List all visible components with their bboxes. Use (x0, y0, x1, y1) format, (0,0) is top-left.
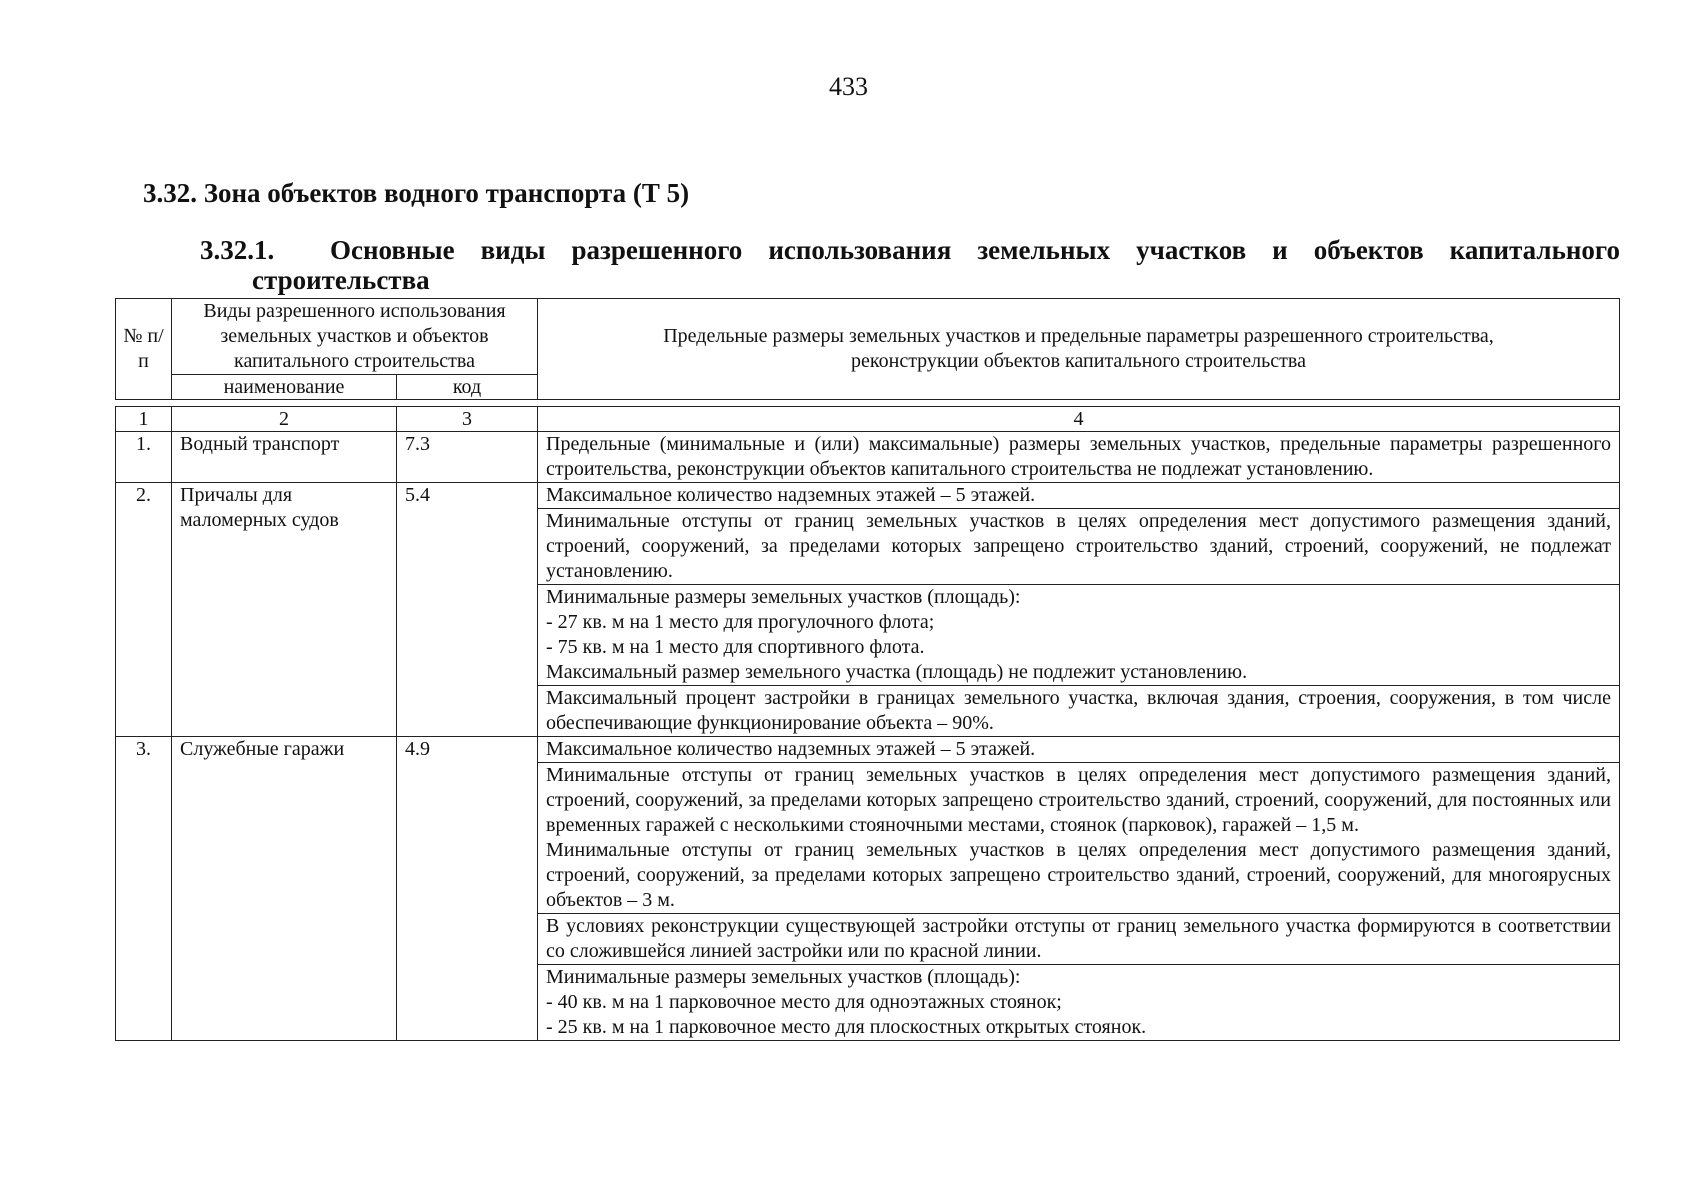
column-numbers-row (116, 407, 1620, 432)
parameter-text: Минимальные размеры земельных участков (площадь): (546, 966, 1021, 988)
header-code: код (397, 375, 538, 400)
row-number: 3. (116, 737, 172, 1041)
column-number: 1 (116, 407, 172, 432)
parameter-text: Минимальные отступы от границ земельных участков в целях определения мест допустимого размещения зданий, строений, сооружений, за пределами которых запрещено строительство зданий, строений, сооружений, для постоянных или временных гаражей с несколькими стояночными местами, стоянок (парковок), гаражей – 1,5 м. (546, 764, 1611, 836)
subsection-title-line1: Основные виды разрешенного использования земельных участков и объектов капитального (330, 235, 1620, 265)
header-num: № п/п (116, 299, 172, 400)
use-type-code: 5.4 (397, 483, 538, 737)
parameter-text: Минимальные отступы от границ земельных участков в целях определения мест допустимого размещения зданий, строений, сооружений, за пределами которых запрещено строительство зданий, строений, сооружений, не подлежат установлению. (546, 510, 1611, 582)
parameter-text: - 25 кв. м на 1 парковочное место для плоскостных открытых стоянок. (546, 1016, 1147, 1038)
row-number: 2. (116, 483, 172, 737)
use-type-code: 4.9 (397, 737, 538, 1041)
parameter-cell (538, 509, 1620, 585)
parameter-cell (538, 914, 1620, 965)
parameter-text: Максимальный размер земельного участка (площадь) не подлежит установлению. (546, 661, 1248, 683)
column-number: 3 (397, 407, 538, 432)
parameter-text: Максимальное количество надземных этажей – 5 этажей. (546, 738, 1036, 760)
parameter-text: Минимальные размеры земельных участков (площадь): (546, 586, 1021, 608)
table-row (116, 432, 1620, 483)
parameter-text: - 75 кв. м на 1 место для спортивного флота. (546, 636, 925, 658)
use-type-name: Водный транспорт (172, 432, 397, 483)
parameter-text: Максимальное количество надземных этажей – 5 этажей. (546, 484, 1036, 506)
regulations-table (115, 406, 1620, 1041)
parameter-text: Минимальные отступы от границ земельных участков в целях определения мест допустимого размещения зданий, строений, сооружений, за пределами которых запрещено строительство зданий, строений, сооружений, для многоярусных объектов – 3 м. (546, 839, 1611, 911)
parameter-text: - 27 кв. м на 1 место для прогулочного флота; (546, 611, 935, 633)
header-limits: Предельные размеры земельных участков и предельные параметры разрешенного строительства, реконструкции объектов капитального строительства (538, 299, 1620, 400)
parameter-cell (538, 965, 1620, 1041)
table-header (115, 298, 1620, 400)
parameter-text: Предельные (минимальные и (или) максимальные) размеры земельных участков, предельные параметры разрешенного строительства, реконструкции объектов капитального строительства не подлежат установлению. (546, 433, 1611, 480)
parameter-cell (538, 763, 1620, 914)
parameter-text: Максимальный процент застройки в границах земельного участка, включая здания, строения, сооружения, в том числе обеспечивающие функционирование объекта – 90%. (546, 687, 1611, 734)
parameter-text: - 40 кв. м на 1 парковочное место для одноэтажных стоянок; (546, 991, 1062, 1013)
parameter-cell (538, 483, 1620, 509)
subsection-title-line2: строительства (252, 265, 430, 295)
parameter-cell (538, 432, 1620, 483)
subsection-number: 3.32.1. (200, 235, 275, 265)
parameter-cell (538, 585, 1620, 686)
table-row (116, 737, 1620, 763)
use-type-name: Служебные гаражи (172, 737, 397, 1041)
page-number: 433 (829, 72, 868, 101)
row-number: 1. (116, 432, 172, 483)
parameter-cell (538, 737, 1620, 763)
table-row (116, 483, 1620, 509)
section-title: 3.32. Зона объектов водного транспорта (Т 5) (143, 178, 690, 208)
parameter-cell (538, 686, 1620, 737)
use-type-code: 7.3 (397, 432, 538, 483)
header-name: наименование (172, 375, 397, 400)
subsection-heading (200, 235, 1620, 295)
column-number: 4 (538, 407, 1620, 432)
header-types: Виды разрешенного использования земельных участков и объектов капитального строительства (172, 299, 538, 375)
use-type-name: Причалы для маломерных судов (172, 483, 397, 737)
parameter-text: В условиях реконструкции существующей застройки отступы от границ земельного участка формируются в соответствии со сложившейся линией застройки или по красной линии. (546, 915, 1611, 962)
column-number: 2 (172, 407, 397, 432)
